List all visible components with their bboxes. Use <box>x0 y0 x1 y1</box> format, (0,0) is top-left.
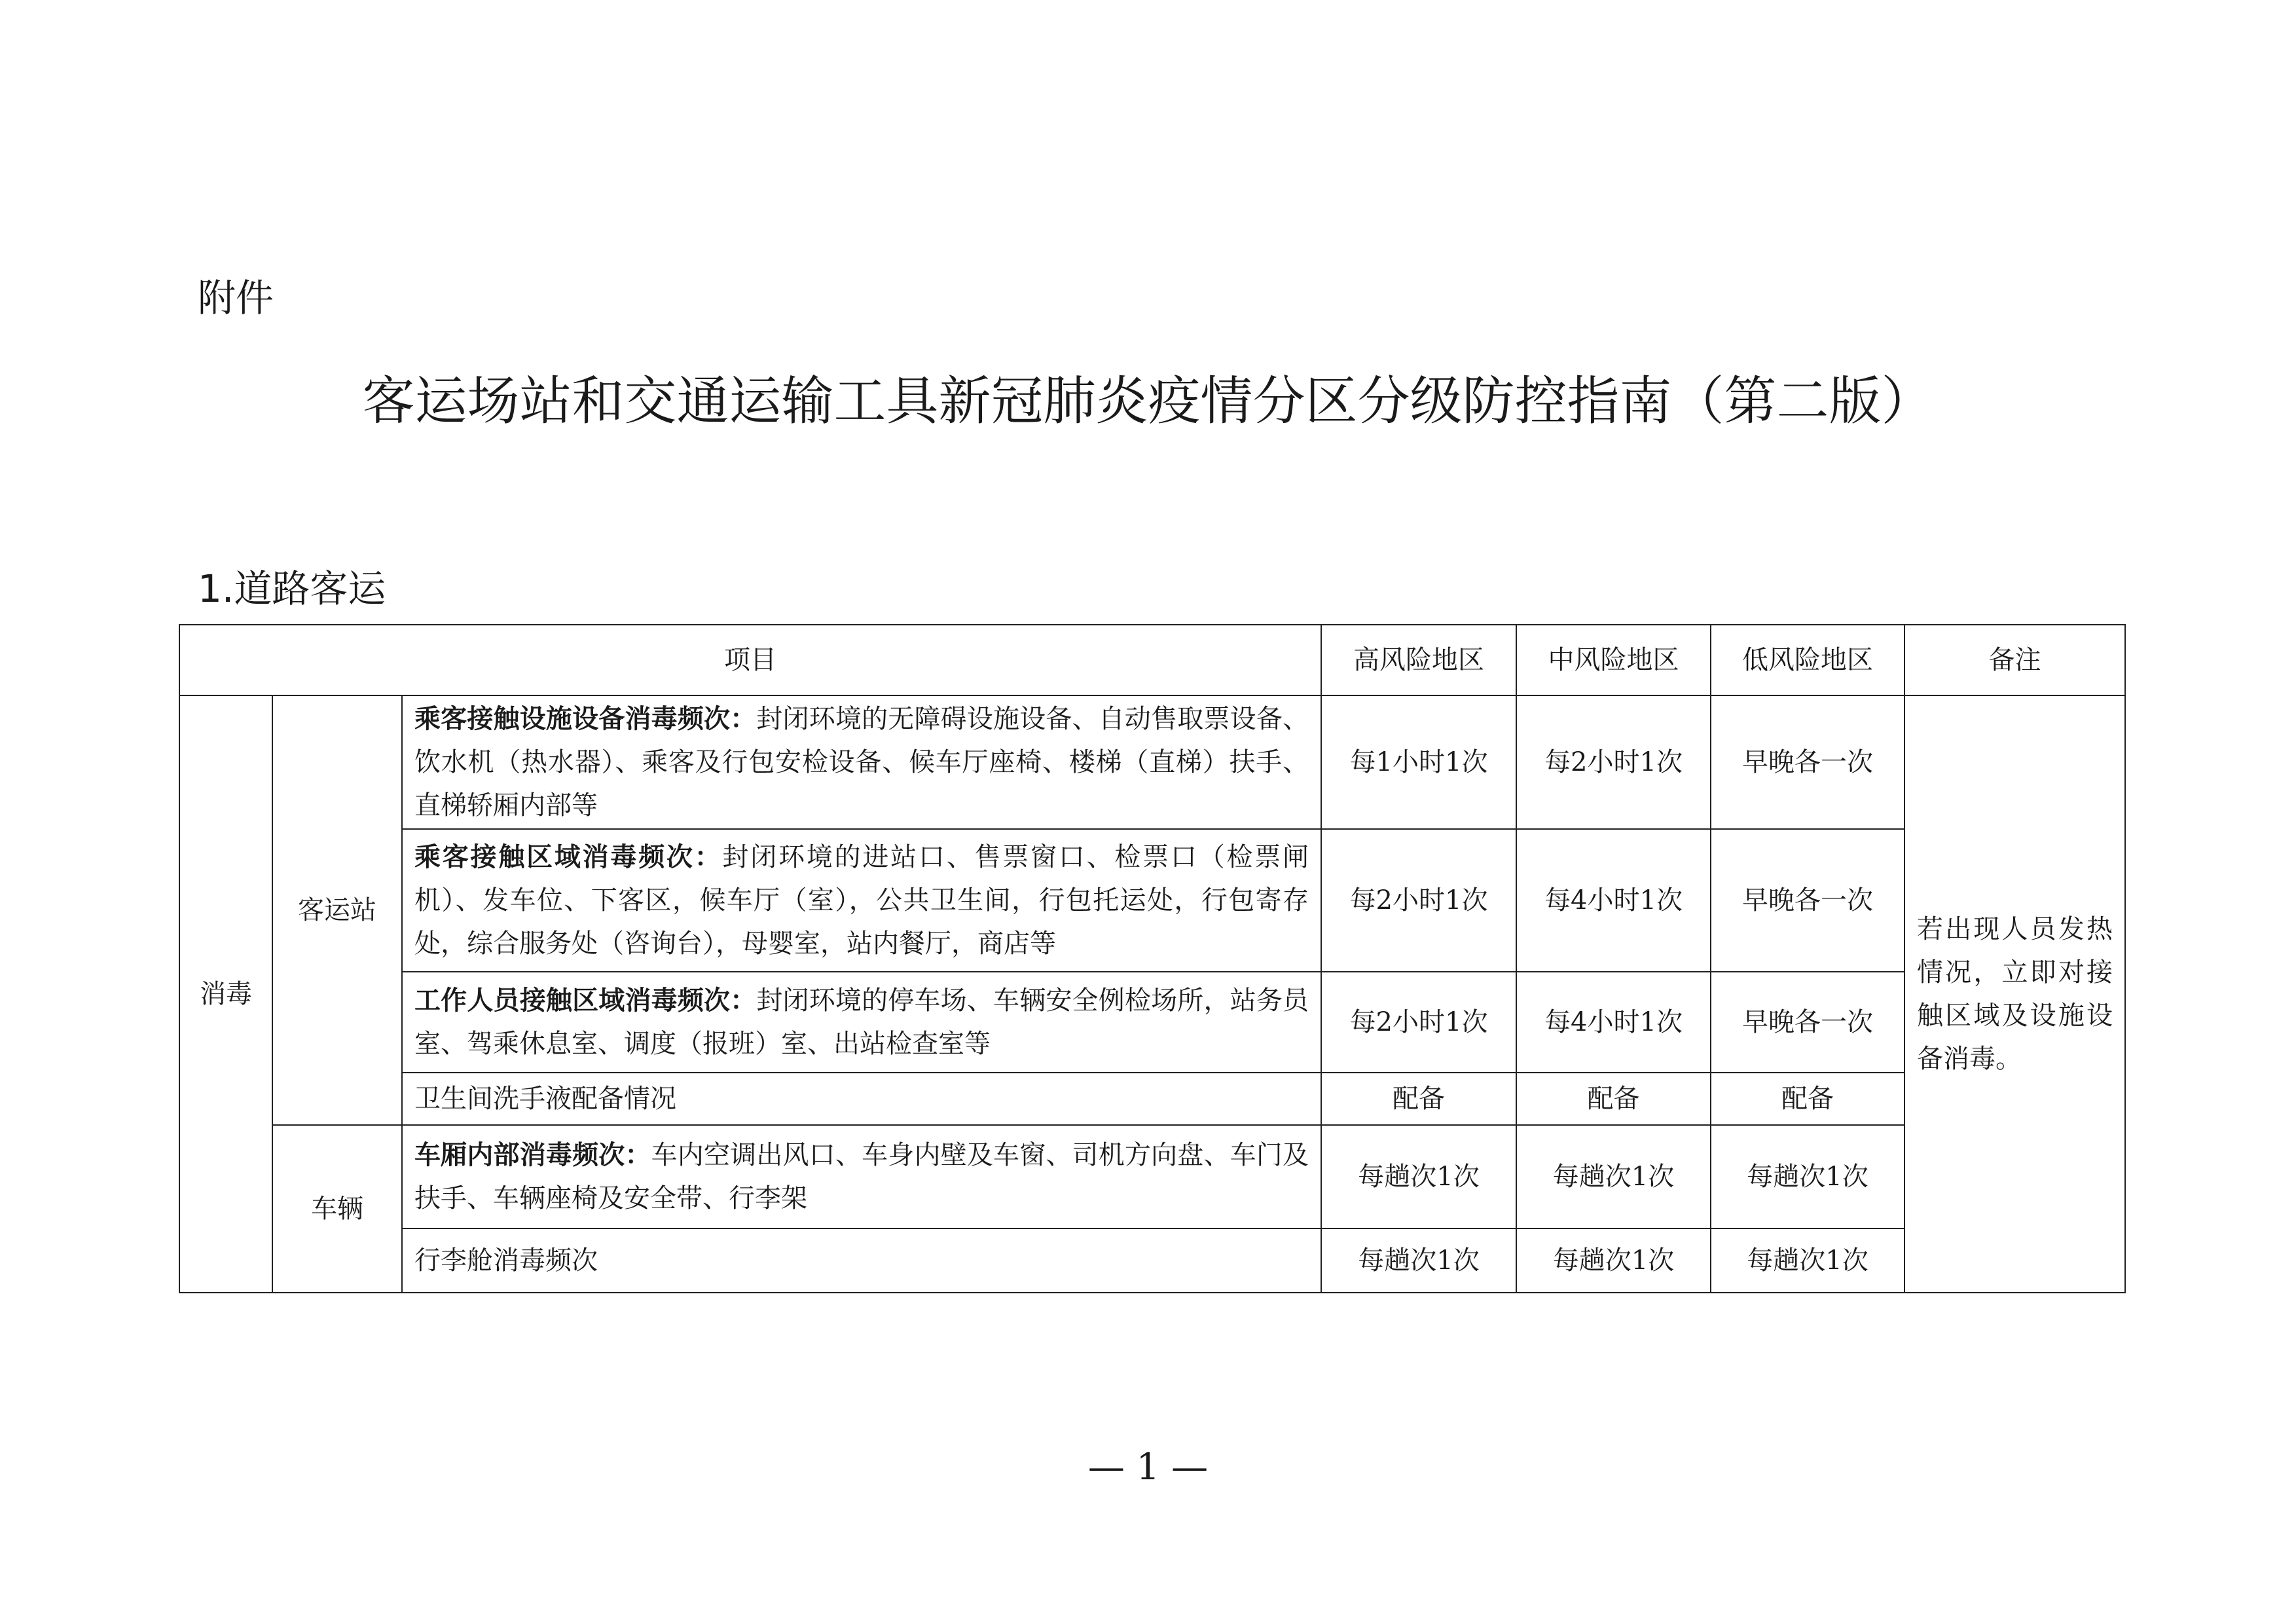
item-cell <box>402 829 1321 972</box>
high-risk-cell: 每趟次1次 <box>1321 1125 1516 1228</box>
item-cell <box>402 1228 1321 1293</box>
low-risk-cell: 早晚各一次 <box>1711 972 1904 1073</box>
table-row <box>179 972 2125 1073</box>
table-row <box>179 1073 2125 1125</box>
annex-label: 附件 <box>198 276 274 320</box>
low-risk-cell: 每趟次1次 <box>1711 1228 1904 1293</box>
header-note: 备注 <box>1904 625 2125 695</box>
low-risk-cell: 每趟次1次 <box>1711 1125 1904 1228</box>
item-label: 乘客接触区域消毒频次： <box>414 841 723 872</box>
item-desc: 封闭环境的进站口、售票窗口、检票口（检票闸机）、发车位、下客区，候车厅（室），公共卫生间，行包托运处，行包寄存处，综合服务处（咨询台），母婴室，站内餐厅，商店等 <box>414 842 1309 959</box>
item-label: 乘客接触设施设备消毒频次： <box>414 703 757 734</box>
medium-risk-cell: 每趟次1次 <box>1516 1228 1711 1293</box>
table-row <box>179 1125 2125 1228</box>
header-medium-risk: 中风险地区 <box>1516 625 1711 695</box>
table-row <box>179 829 2125 972</box>
medium-risk-cell: 每趟次1次 <box>1516 1125 1711 1228</box>
low-risk-cell: 配备 <box>1711 1073 1904 1125</box>
group-station-cell: 客运站 <box>272 695 402 1125</box>
item-desc: 卫生间洗手液配备情况 <box>414 1084 676 1114</box>
item-cell <box>402 972 1321 1073</box>
header-item: 项目 <box>179 625 1321 695</box>
item-label: 车厢内部消毒频次： <box>414 1139 651 1170</box>
table-row <box>179 1228 2125 1293</box>
section-title: 1.道路客运 <box>198 566 386 611</box>
item-desc: 车内空调出风口、车身内壁及车窗、司机方向盘、车门及扶手、车辆座椅及安全带、行李架 <box>414 1140 1309 1213</box>
high-risk-cell: 每2小时1次 <box>1321 829 1516 972</box>
table-row <box>179 695 2125 829</box>
high-risk-cell: 每1小时1次 <box>1321 695 1516 829</box>
item-desc: 封闭环境的无障碍设施设备、自动售取票设备、饮水机（热水器）、乘客及行包安检设备、候车厅座椅、楼梯（直梯）扶手、直梯轿厢内部等 <box>414 704 1309 821</box>
medium-risk-cell: 每2小时1次 <box>1516 695 1711 829</box>
group-vehicle-cell: 车辆 <box>272 1125 402 1293</box>
header-row <box>179 625 2125 695</box>
high-risk-cell: 配备 <box>1321 1073 1516 1125</box>
medium-risk-cell: 每4小时1次 <box>1516 972 1711 1073</box>
item-cell <box>402 1073 1321 1125</box>
item-desc: 封闭环境的停车场、车辆安全例检场所，站务员室、驾乘休息室、调度（报班）室、出站检查室等 <box>414 986 1309 1059</box>
item-desc: 行李舱消毒频次 <box>414 1246 598 1276</box>
low-risk-cell: 早晚各一次 <box>1711 829 1904 972</box>
high-risk-cell: 每2小时1次 <box>1321 972 1516 1073</box>
item-cell <box>402 1125 1321 1228</box>
note-cell: 若出现人员发热情况，立即对接触区域及设施设备消毒。 <box>1904 695 2125 1293</box>
header-low-risk: 低风险地区 <box>1711 625 1904 695</box>
header-high-risk: 高风险地区 <box>1321 625 1516 695</box>
page-number: — 1 — <box>1087 1446 1209 1488</box>
category-cell: 消毒 <box>179 695 272 1293</box>
medium-risk-cell: 配备 <box>1516 1073 1711 1125</box>
document-title: 客运场站和交通运输工具新冠肺炎疫情分区分级防控指南（第二版） <box>362 371 1934 432</box>
item-label: 工作人员接触区域消毒频次： <box>414 985 757 1016</box>
medium-risk-cell: 每4小时1次 <box>1516 829 1711 972</box>
prevention-table <box>179 624 2126 1293</box>
high-risk-cell: 每趟次1次 <box>1321 1228 1516 1293</box>
item-cell <box>402 695 1321 829</box>
low-risk-cell: 早晚各一次 <box>1711 695 1904 829</box>
